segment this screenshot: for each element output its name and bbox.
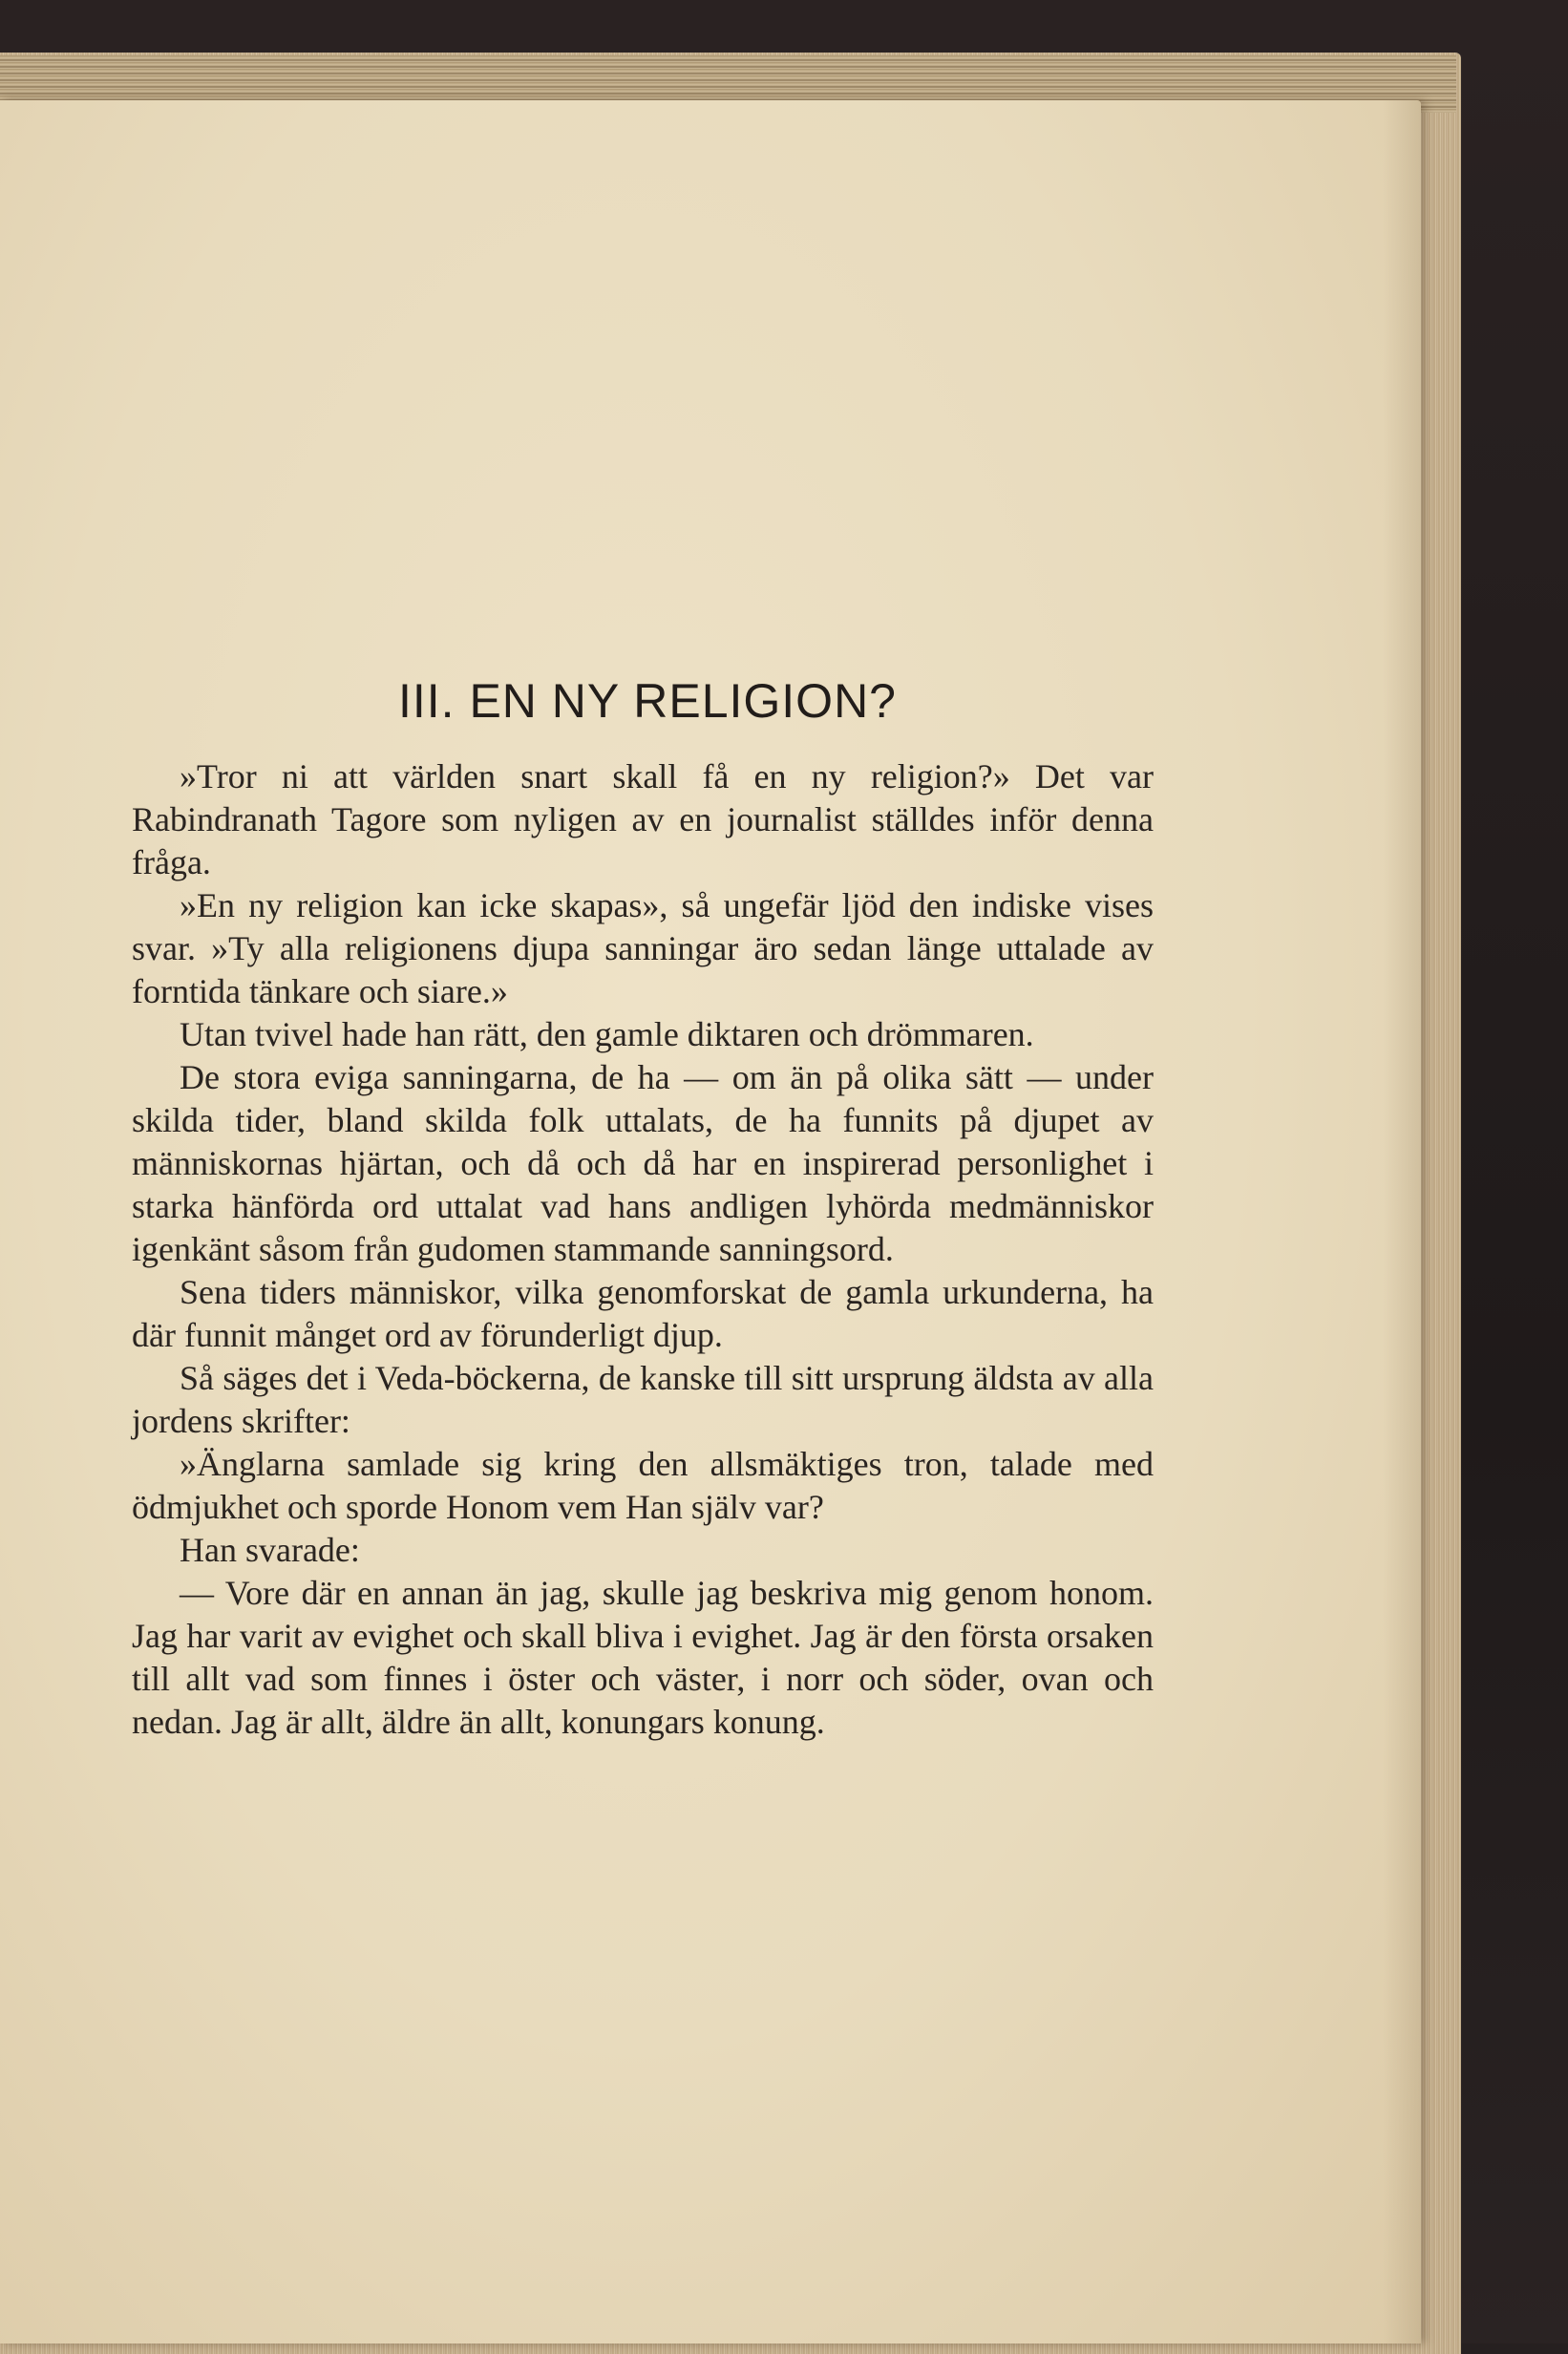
paragraph-8: Han svarade: [180, 1531, 360, 1569]
book-page [0, 100, 1421, 2343]
paragraph-2: »En ny religion kan icke skapas», så ungefär ljöd den indiske vises svar. »Ty alla religionens djupa sanningar äro sedan länge uttalade av forntida tänkare och siare.» [132, 886, 1154, 1010]
paragraph-9: — Vore där en annan än jag, skulle jag beskriva mig genom honom. Jag har varit av evighet och skall bliva i evighet. Jag är den första orsaken till allt vad som finnes i öster och väster, i norr och söder, ovan och nedan. Jag är allt, äldre än allt, konungars konung. [132, 1574, 1154, 1741]
paragraph-5: Sena tiders människor, vilka genomforskat de gamla urkunderna, ha där funnit månget ord av förunderligt djup. [132, 1273, 1154, 1354]
paragraph-3: Utan tvivel hade han rätt, den gamle diktaren och drömmaren. [180, 1015, 1034, 1053]
paragraph-7: »Änglarna samlade sig kring den allsmäktiges tron, talade med ödmjukhet och sporde Honom vem Han själv var? [132, 1445, 1154, 1526]
chapter-title: III. EN NY RELIGION? [397, 674, 897, 728]
paragraph-6: Så säges det i Veda-böckerna, de kanske till sitt ursprung äldsta av alla jordens skrifter: [132, 1359, 1154, 1440]
paragraph-4: De stora eviga sanningarna, de ha — om än på olika sätt — under skilda tider, bland skilda folk uttalats, de ha funnits på djupet av människornas hjärtan, och då och då har en inspirerad personlighet i starka hänförda ord uttalat vad hans andligen lyhörda medmänniskor igenkänt såsom från gudomen stammande sanningsord. [132, 1058, 1154, 1268]
page-content [132, 673, 1154, 1744]
paragraph-1: »Tror ni att världen snart skall få en ny religion?» Det var Rabindranath Tagore som nyligen av en journalist ställdes inför denna fråga. [132, 757, 1154, 881]
